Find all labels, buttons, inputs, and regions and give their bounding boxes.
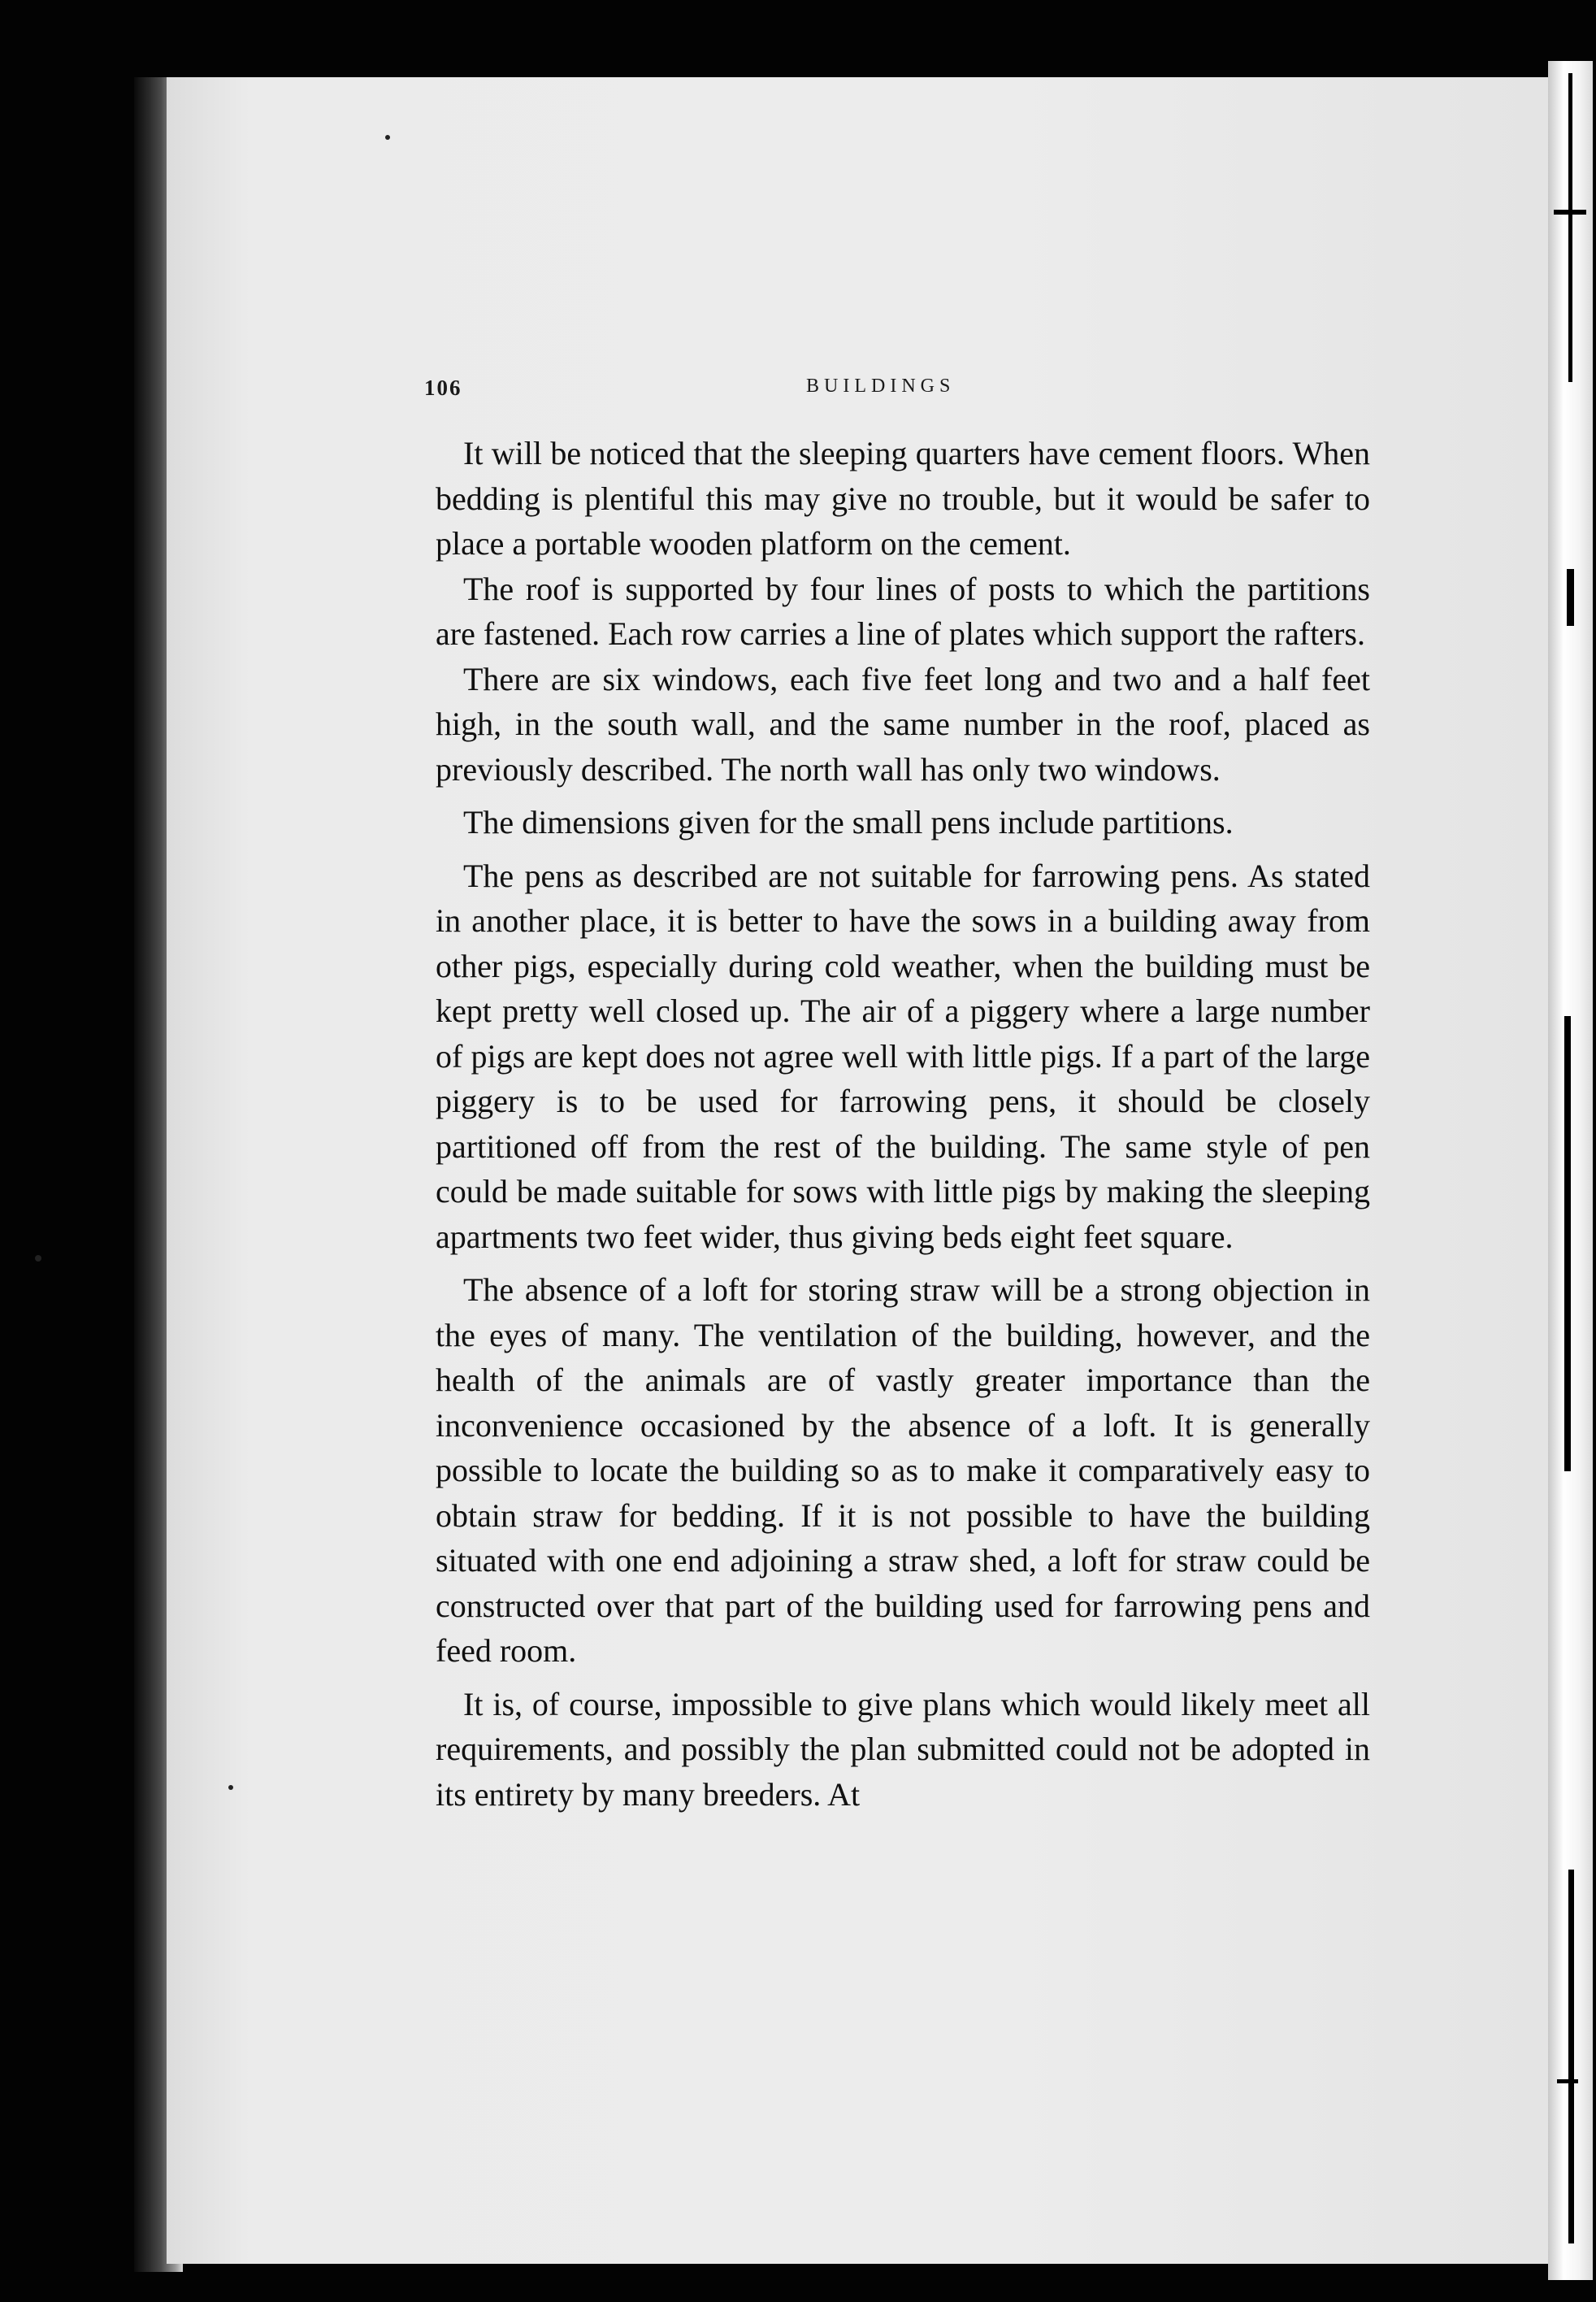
scan-speck bbox=[385, 135, 390, 140]
scan-speck bbox=[35, 1255, 41, 1262]
scan-mark bbox=[1557, 2079, 1578, 2083]
scan-mark bbox=[1554, 210, 1586, 215]
paragraph: There are six windows, each five feet long and two and a half feet high, in the south wall, and the same number in the roof, placed as previously described. The north wall has only two windows. bbox=[436, 660, 1370, 788]
paragraph: The dimensions given for the small pens include partitions. bbox=[463, 804, 1234, 840]
scan-speck bbox=[228, 1785, 233, 1790]
paragraph: The pens as described are not suitable for farrowing pens. As stated in another place, it is better to have the sows in a building away from other pigs, especially during cold weather, when the building must be kept pretty well closed up. The air of a piggery where a large number of pigs are kept does not agree well with little pigs. If a part of the large piggery is to be used for farrowing pens, it should be closely partitioned off from the rest of the building. The same style of pen could be made suitable for sows with little pigs by making the sleeping apartments two feet wider, thus giving beds eight feet square. bbox=[436, 857, 1370, 1255]
running-head bbox=[424, 376, 1371, 408]
paragraph: It is, of course, impossible to give plans which would likely meet all requirements, and possibly the plan submitted could not be adopted in its entirety by many breeders. At bbox=[436, 1685, 1370, 1813]
scan-mark bbox=[1568, 73, 1572, 382]
paragraph: It will be noticed that the sleeping quarters have cement floors. When bedding is plentiful this may give no trouble, but it would be safer to place a portable wooden platform on the cement. bbox=[436, 435, 1370, 562]
chapter-title: BUILDINGS bbox=[806, 376, 956, 397]
page-number: 106 bbox=[424, 376, 462, 400]
paragraph: The absence of a loft for storing straw will be a strong objection in the eyes of many. The ventilation of the building, however, and the health of the animals are of vastly greater importance than the inconvenience occasioned by the absence of a loft. It is generally possible to locate the building so as to make it comparatively easy to obtain straw for bedding. If it is not possible to have the building situated with one end adjoining a straw shed, a loft for straw could be constructed over that part of the building used for farrowing pens and feed room. bbox=[436, 1271, 1370, 1669]
body-text bbox=[436, 431, 1370, 1817]
paragraph: The roof is supported by four lines of posts to which the partitions are fastened. Each row carries a line of plates which support the rafters. bbox=[436, 570, 1370, 652]
scan-mark bbox=[1567, 569, 1574, 626]
scan-mark bbox=[1564, 1016, 1571, 1471]
scan-mark bbox=[1568, 1870, 1574, 2243]
